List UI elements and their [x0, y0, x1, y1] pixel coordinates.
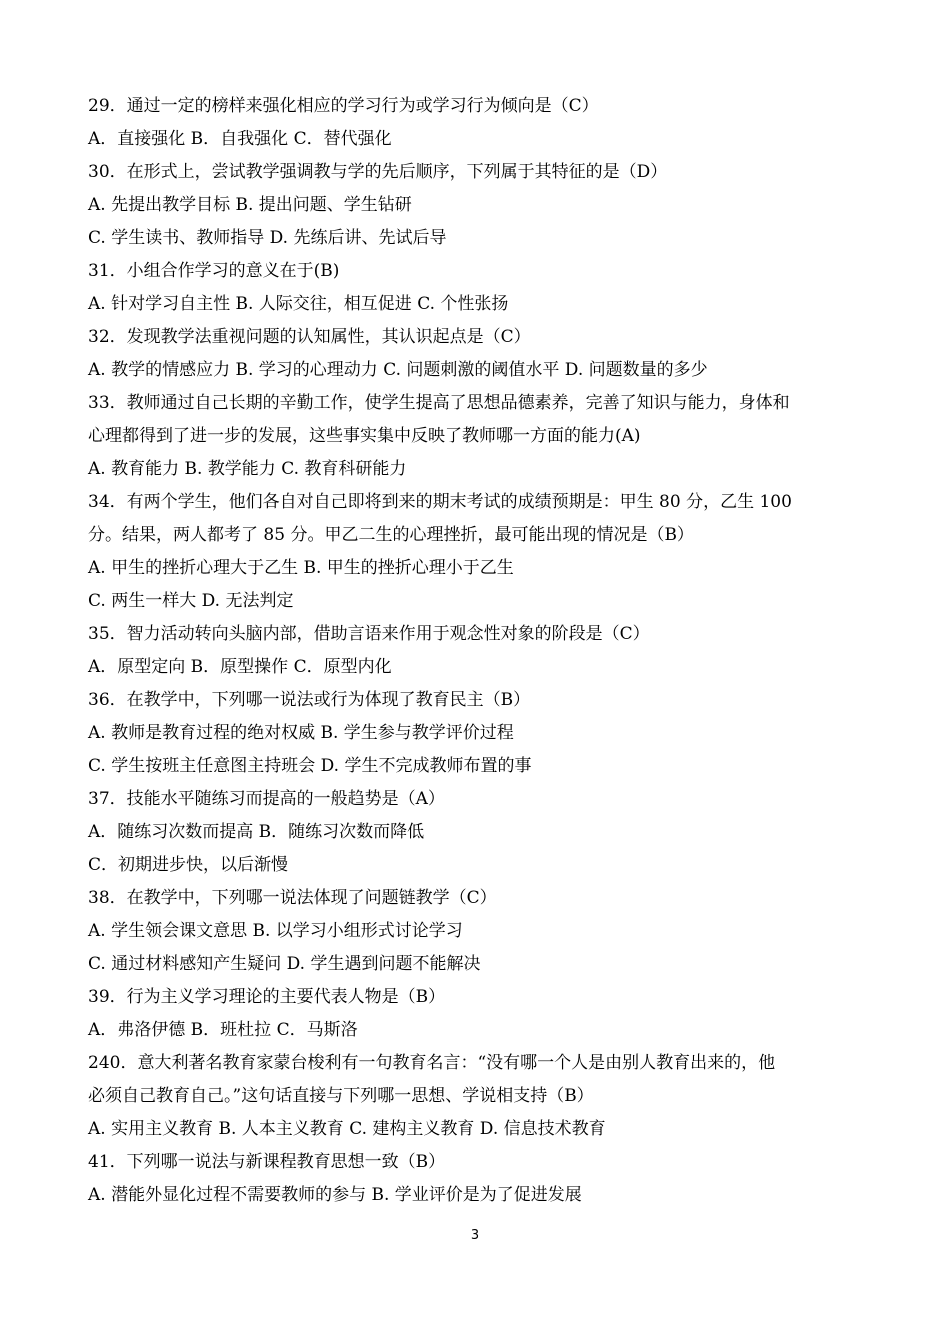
text-line: C. 学生读书、教师指导 D. 先练后讲、先试后导 — [88, 228, 447, 248]
text-line: C. 学生按班主任意图主持班会 D. 学生不完成教师布置的事 — [88, 756, 532, 776]
text-line: 35．智力活动转向头脑内部，借助言语来作用于观念性对象的阶段是（C） — [88, 624, 650, 644]
text-line: A. 先提出教学目标 B. 提出问题、学生钻研 — [88, 195, 412, 215]
text-line: 心理都得到了进一步的发展，这些事实集中反映了教师哪一方面的能力(A) — [88, 426, 641, 446]
text-line: 34．有两个学生，他们各自对自己即将到来的期末考试的成绩预期是：甲生 80 分，乙生 100 — [88, 492, 792, 512]
text-line: A. 潜能外显化过程不需要教师的参与 B. 学业评价是为了促进发展 — [88, 1185, 582, 1205]
text-line: 32．发现教学法重视问题的认知属性，其认识起点是（C） — [88, 327, 531, 347]
text-line: A. 教学的情感应力 B. 学习的心理动力 C. 问题刺激的阈值水平 D. 问题数量的多少 — [88, 360, 708, 380]
text-line: A. 甲生的挫折心理大于乙生 B. 甲生的挫折心理小于乙生 — [88, 558, 514, 578]
text-line: 240．意大利著名教育家蒙台梭利有一句教育名言：“没有哪一个人是由别人教育出来的，他 — [88, 1053, 776, 1073]
text-line: A. 实用主义教育 B. 人本主义教育 C. 建构主义教育 D. 信息技术教育 — [88, 1119, 606, 1139]
document-body — [88, 90, 868, 1212]
text-line: A. 学生领会课文意思 B. 以学习小组形式讨论学习 — [88, 921, 463, 941]
text-line: 分。结果，两人都考了 85 分。甲乙二生的心理挫折，最可能出现的情况是（B） — [88, 525, 694, 545]
text-line: A. 针对学习自主性 B. 人际交往，相互促进 C. 个性张扬 — [88, 294, 509, 314]
text-line: 41．下列哪一说法与新课程教育思想一致（B） — [88, 1152, 446, 1172]
text-line: A. 教育能力 B. 教学能力 C. 教育科研能力 — [88, 459, 407, 479]
text-line: C．初期进步快，以后渐慢 — [88, 855, 289, 875]
page-number: 3 — [470, 1228, 480, 1243]
text-line: 31．小组合作学习的意义在于(B) — [88, 261, 340, 281]
text-line: 30．在形式上，尝试教学强调教与学的先后顺序，下列属于其特征的是（D） — [88, 162, 668, 182]
text-line: 必须自己教育自己。”这句话直接与下列哪一思想、学说相支持（B） — [88, 1086, 594, 1106]
text-line: A．弗洛伊德 B．班杜拉 C．马斯洛 — [88, 1020, 358, 1040]
text-line: C. 通过材料感知产生疑问 D. 学生遇到问题不能解决 — [88, 954, 481, 974]
text-line: 36．在教学中，下列哪一说法或行为体现了教育民主（B） — [88, 690, 531, 710]
text-line: A．原型定向 B．原型操作 C．原型内化 — [88, 657, 392, 677]
text-line: 29．通过一定的榜样来强化相应的学习行为或学习行为倾向是（C） — [88, 96, 599, 116]
text-line: 38．在教学中，下列哪一说法体现了问题链教学（C） — [88, 888, 497, 908]
text-line: A．直接强化 B．自我强化 C．替代强化 — [88, 129, 392, 149]
text-line: 33．教师通过自己长期的辛勤工作，使学生提高了思想品德素养，完善了知识与能力，身体和 — [88, 393, 790, 413]
text-line: 39．行为主义学习理论的主要代表人物是（B） — [88, 987, 446, 1007]
text-line: C. 两生一样大 D. 无法判定 — [88, 591, 294, 611]
text-line: A．随练习次数而提高 B．随练习次数而降低 — [88, 822, 425, 842]
text-line: 37．技能水平随练习而提高的一般趋势是（A） — [88, 789, 445, 809]
text-line: A. 教师是教育过程的绝对权威 B. 学生参与教学评价过程 — [88, 723, 514, 743]
